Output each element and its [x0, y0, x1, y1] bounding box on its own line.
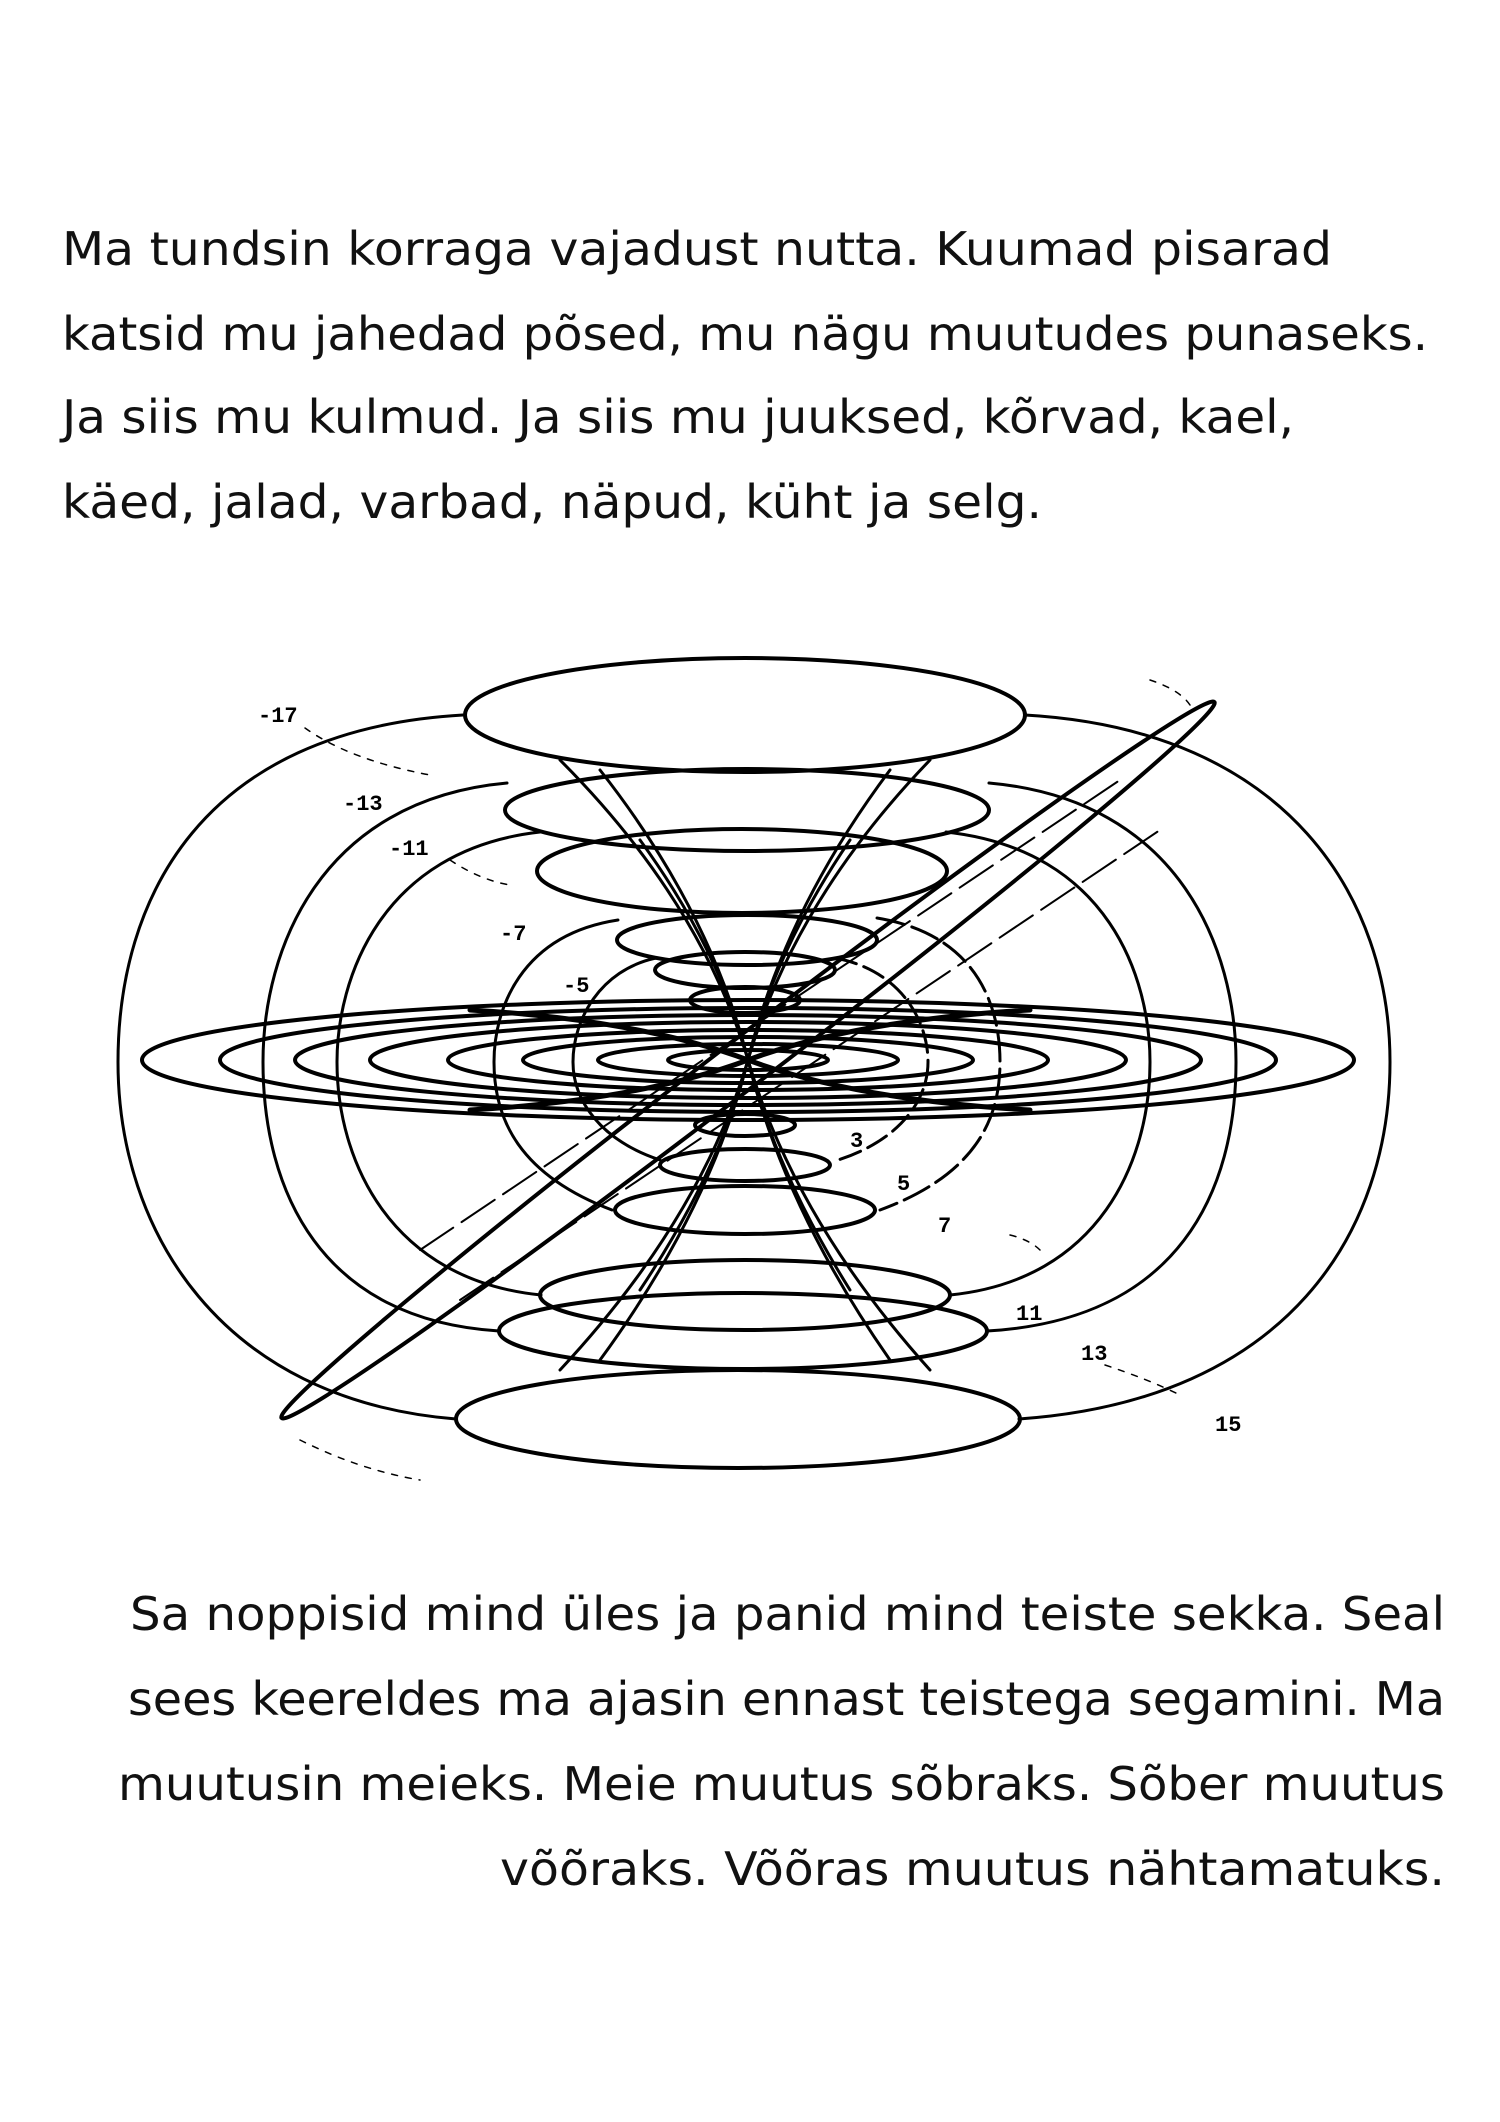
- label-5: 5: [897, 1172, 911, 1197]
- label-15: 15: [1215, 1413, 1242, 1438]
- label-13: 13: [1081, 1342, 1108, 1367]
- diagram-labels-right: [850, 1129, 1241, 1438]
- label-3: 3: [850, 1129, 864, 1154]
- label-minus-11: -11: [389, 837, 429, 862]
- top-ellipses: [465, 658, 1025, 1013]
- field-diagram: [118, 658, 1390, 1480]
- bottom-paragraph-line-1: Sa noppisid mind üles ja panid mind teiste sekka. Seal: [130, 1587, 1445, 1641]
- label-minus-5: -5: [563, 974, 590, 999]
- label-minus-13: -13: [343, 792, 383, 817]
- label-minus-7: -7: [500, 922, 527, 947]
- center-bowtie: [470, 1010, 1030, 1110]
- top-paragraph: [59, 222, 1428, 529]
- bottom-paragraph: [118, 1587, 1445, 1896]
- bottom-paragraph-line-2: sees keereldes ma ajasin ennast teistega segamini. Ma: [128, 1672, 1445, 1726]
- label-minus-17: -17: [258, 704, 298, 729]
- label-11: 11: [1016, 1302, 1043, 1327]
- bottom-paragraph-line-3: muutusin meieks. Meie muutus sõbraks. Sõber muutus: [118, 1757, 1445, 1811]
- top-paragraph-line-3: Ja siis mu kulmud. Ja siis mu juuksed, kõrvad, kael,: [58, 390, 1295, 444]
- top-paragraph-line-4: käed, jalad, varbad, näpud, küht ja selg.: [62, 475, 1042, 529]
- top-paragraph-line-2: katsid mu jahedad põsed, mu nägu muutudes punaseks.: [62, 307, 1428, 361]
- bottom-paragraph-line-4: võõraks. Võõras muutus nähtamatuks.: [500, 1842, 1445, 1896]
- label-7: 7: [938, 1214, 952, 1239]
- top-paragraph-line-1: Ma tundsin korraga vajadust nutta. Kuumad pisarad: [62, 222, 1332, 276]
